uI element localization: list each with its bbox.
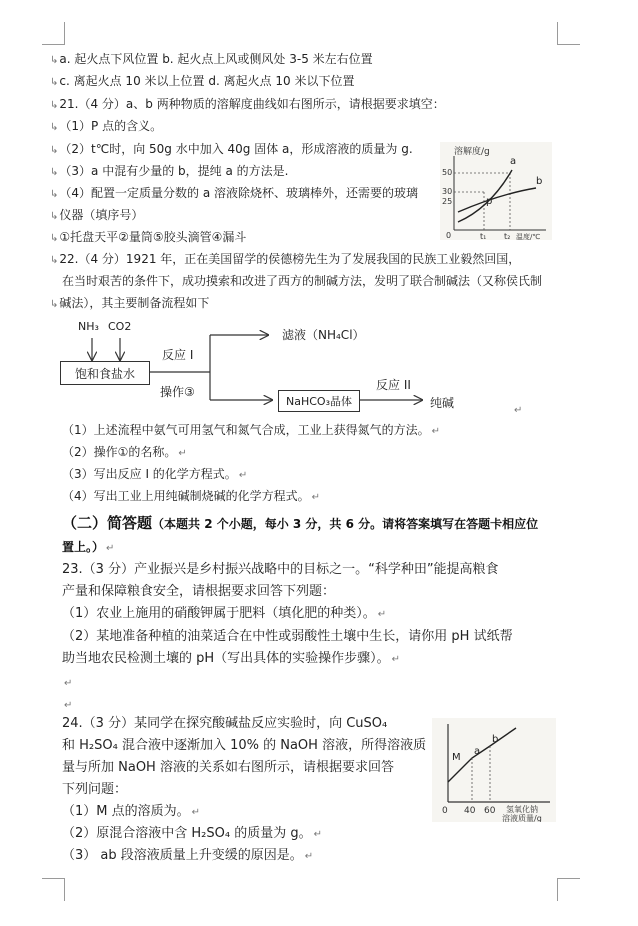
flow-reaction1-label: 反应 I <box>162 348 194 362</box>
q23-stem-cont: 产量和保障粮食安全，请根据要求回答下列题： <box>62 584 336 599</box>
blank-paragraph-2: ↵ <box>64 700 73 711</box>
q22-part3: （3）写出反应 I 的化学方程式。 ↵ <box>62 467 248 481</box>
graph1-tick-30: 30 <box>442 187 453 196</box>
q24-part1: （1）M 点的溶质为。 ↵ <box>62 804 201 819</box>
q24-part2: （2）原混合溶液中含 H₂SO₄ 的质量为 g。 ↵ <box>62 826 322 841</box>
q22-stem: ↳22.（4 分）1921 年，正在美国留学的侯德榜先生为了发展我国的民族工业毅然回国， <box>50 252 521 266</box>
graph2-point-m: M <box>452 752 461 763</box>
flow-saturated-brine-box: 饱和食盐水 <box>60 361 150 385</box>
graph1-t1: t₁ <box>480 232 487 240</box>
graph2-xlabel-2: 溶液质量/g <box>502 814 542 822</box>
graph1-tick-50: 50 <box>442 168 453 177</box>
naoh-solution-mass-figure <box>432 718 556 822</box>
q22-part1: （1）上述流程中氨气可用氢气和氮气合成，工业上获得氮气的方法。 ↵ <box>62 423 441 437</box>
graph2-point-b: b <box>492 734 499 745</box>
option-line-ab: ↳a. 起火点下风位置 b. 起火点上风或侧风处 3-5 米左右位置 <box>50 52 373 66</box>
q24-part3: （3） ab 段溶液质量上升变缓的原因是。 ↵ <box>62 848 314 863</box>
q24-stem-cont1: 和 H₂SO₄ 混合液中逐渐加入 10% 的 NaOH 溶液，所得溶液质 <box>62 738 427 753</box>
graph1-t2: t₂ <box>504 232 511 240</box>
q22-stem-cont: 在当时艰苦的条件下，成功摸索和改进了西方的制碱方法，发明了联合制碱法（又称侯氏制 <box>62 274 543 288</box>
graph2-tick-40: 40 <box>464 806 476 816</box>
graph1-origin: 0 <box>446 231 452 240</box>
blank-paragraph-1: ↵ <box>64 678 73 689</box>
section-title: （二）简答题（本题共 2 个小题，每小 3 分，共 6 分。请将答案填写在答题卡相应位 <box>62 514 539 532</box>
flow-co2-label: CO2 <box>108 320 132 333</box>
q21-part4: ↳（4）配置一定质量分数的 a 溶液除烧杯、玻璃棒外，还需要的玻璃 <box>50 186 419 200</box>
q21-stem: ↳21.（4 分）a、b 两种物质的溶解度曲线如右图所示，请根据要求填空： <box>50 97 445 111</box>
graph2-tick-60: 60 <box>484 806 496 816</box>
section-title-cont: 置上。） ↵ <box>62 540 115 554</box>
graph1-ylabel: 溶解度/g <box>454 147 490 157</box>
q22-part4: （4）写出工业上用纯碱制烧碱的化学方程式。 ↵ <box>62 489 321 503</box>
q23-part2-cont: 助当地农民检测土壤的 pH（写出具体的实验操作步骤）。 ↵ <box>62 651 401 666</box>
q23-stem: 23.（3 分）产业振兴是乡村振兴战略中的目标之一。“科学种田”能提高粮食 <box>62 562 499 577</box>
flow-filtrate-label: 滤液（NH₄Cl） <box>282 328 365 342</box>
graph1-curve-b-label: b <box>536 176 543 187</box>
graph1-curve-a-label: a <box>510 156 517 167</box>
q21-part2: ↳（2）t℃时，向 50g 水中加入 40g 固体 a，形成溶液的质量为 g. <box>50 142 413 156</box>
graph2-origin: 0 <box>442 806 448 816</box>
q24-stem-cont3: 下列问题： <box>62 782 128 797</box>
graph1-xlabel: 温度/℃ <box>516 233 541 240</box>
q22-stem-end: ↳碱法），其主要制备流程如下 <box>50 296 210 310</box>
graph2-point-a: a <box>474 746 481 757</box>
q21-part1: ↳（1）P 点的含义。 <box>50 119 163 133</box>
flow-end-mark: ↵ <box>514 405 523 416</box>
flow-product-label: 纯碱 <box>430 396 455 410</box>
option-line-cd: ↳c. 离起火点 10 米以上位置 d. 离起火点 10 米以下位置 <box>50 74 355 88</box>
q23-part1: （1）农业上施用的硝酸钾属于肥料（填化肥的种类）。 ↵ <box>62 606 387 621</box>
graph1-point-p: p <box>486 196 493 207</box>
flow-crystal-box: NaHCO₃晶体 <box>278 390 360 412</box>
graph1-tick-25: 25 <box>442 197 453 206</box>
graph2-xlabel-1: 氢氧化钠 <box>506 805 538 814</box>
q23-part2: （2）某地准备种植的油菜适合在中性或弱酸性土壤中生长，请你用 pH 试纸帮 <box>62 629 513 644</box>
flow-nh3-label: NH₃ <box>78 320 99 333</box>
q21-options: ↳①托盘天平②量筒⑤胶头滴管④漏斗 <box>50 230 247 244</box>
q21-part3: ↳（3）a 中混有少量的 b，提纯 a 的方法是. <box>50 164 289 178</box>
q24-stem: 24.（3 分）某同学在探究酸碱盐反应实验时，向 CuSO₄ <box>62 716 388 731</box>
q21-part4-cont: ↳仪器（填序号） <box>50 208 144 222</box>
flow-operation-label: 操作③ <box>160 385 195 399</box>
q22-part2: （2）操作①的名称。 ↵ <box>62 445 187 459</box>
flow-reaction2-label: 反应 II <box>376 378 411 392</box>
q24-stem-cont2: 量与所加 NaOH 溶液的关系如右图所示，请根据要求回答 <box>62 760 394 775</box>
